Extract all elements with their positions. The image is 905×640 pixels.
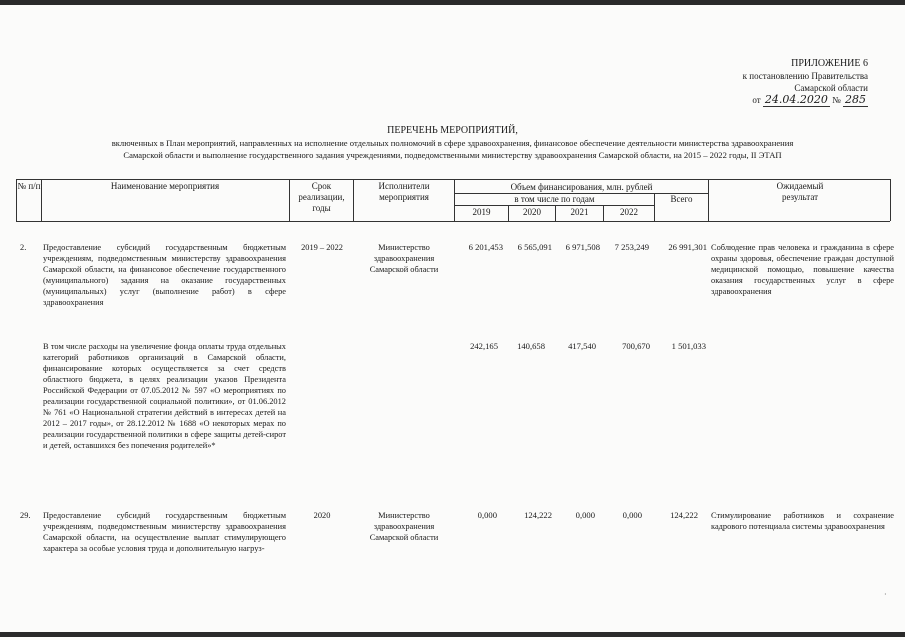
row-total: 1 501,033	[671, 341, 706, 351]
header-funding: Объем финансирования, млн. рублей	[510, 182, 653, 192]
header-total: Всего	[670, 194, 693, 204]
row-executor: Министерство здравоохранения Самарской области	[369, 511, 439, 542]
row-value-2020: 6 565,091	[517, 242, 552, 252]
header-executors: Исполнители мероприятия	[378, 181, 430, 202]
handwritten-date: 24.04.2020	[764, 93, 828, 106]
document-subtitle-line-2: Самарской области и выполнение государственного задания учреждениями, подведомственными министерству здравоохранения Самарской области, на 2015 – 2022 годы, II ЭТАП	[123, 150, 782, 160]
appendix-block	[690, 58, 868, 106]
row-name: Предоставление субсидий государственным бюджетным учреждениям, подведомственным министерству здравоохранения Самарской области, на осуществление выплат стимулирующего характера за особые условия труда и дополнительную нагруз-	[43, 511, 286, 553]
header-bottom-rule	[16, 221, 890, 222]
scan-bottom-border	[0, 632, 905, 637]
row-total: 124,222	[670, 510, 698, 520]
row-total: 26 991,301	[668, 242, 707, 252]
row-value-2020: 124,222	[524, 510, 552, 520]
row-period: 2020	[313, 511, 331, 520]
appendix-date-line	[690, 94, 868, 106]
header-year-2020: 2020	[523, 207, 541, 217]
row-num: 2.	[20, 243, 27, 252]
document-subtitle-line-1: включенных в План мероприятий, направленных на исполнение отдельных полномочий в сфере здравоохранения, финансовое обеспечение деятельности министерства здравоохранения	[111, 138, 794, 148]
header-year-2019: 2019	[472, 207, 491, 217]
header-by-years: в том числе по годам	[514, 194, 595, 204]
row-value-2019: 0,000	[477, 510, 497, 520]
appendix-line-2: Самарской области	[794, 83, 868, 93]
header-border-right	[890, 179, 891, 221]
header-divider-1	[41, 179, 42, 221]
row-value-2019: 242,165	[470, 341, 498, 351]
handwritten-number: 285	[845, 93, 866, 106]
document-title: ПЕРЕЧЕНЬ МЕРОПРИЯТИЙ,	[387, 125, 518, 136]
document-title-block	[0, 125, 905, 161]
header-result: Ожидаемый результат	[776, 181, 824, 202]
row-result: Соблюдение прав человека и гражданина в сфере охраны здоровья, обеспечение граждан доступной медицинской помощью, повышение качества оказания государственных услуг в сфере здравоохранения	[711, 243, 894, 296]
row-value-2021: 417,540	[568, 341, 596, 351]
row-value-2022: 0,000	[622, 510, 642, 520]
header-year-2022: 2022	[620, 207, 638, 217]
row-name: В том числе расходы на увеличение фонда оплаты труда отдельных категорий работников организаций в Самарской области, финансирование которых осуществляется за счет средств областного бюджета, в целях реализации указов Президента Российской Федерации от 07.05.2012 № 597 «О мероприятиях по реализации государственной социальной политики», от 01.06.2012 № 761 «О Национальной стратегии действий в интересах детей на 2012 – 2017 годы», от 28.12.2012 № 1688 «О некоторых мерах по реализации государственной политики в сфере защиты детей-сирот и детей, оставшихся без попечения родителей»*	[43, 342, 286, 450]
row-value-2022: 7 253,249	[614, 242, 649, 252]
row-value-2021: 0,000	[575, 510, 595, 520]
header-divider-5	[708, 179, 709, 221]
appendix-line-1: к постановлению Правительства	[742, 71, 868, 81]
row-name: Предоставление субсидий государственным бюджетным учреждениям, подведомственным министерству здравоохранения Самарской области, на финансовое обеспечение государственного (муниципального) задания на оказание государственных (муниципальных) услуг (выполнение работ) в сфере здравоохранения	[43, 243, 286, 307]
header-num: № п/п	[17, 181, 41, 191]
date-prefix: от	[752, 95, 761, 105]
row-value-2019: 6 201,453	[468, 242, 503, 252]
row-value-2020: 140,658	[517, 341, 545, 351]
header-year-2021: 2021	[570, 207, 589, 217]
header-name: Наименование мероприятия	[110, 181, 220, 191]
appendix-title: ПРИЛОЖЕНИЕ 6	[791, 58, 868, 69]
row-value-2021: 6 971,508	[565, 242, 600, 252]
row-period: 2019 – 2022	[301, 243, 343, 252]
row-executor: Министерство здравоохранения Самарской области	[369, 243, 439, 274]
header-period: Срок реализации, годы	[298, 181, 345, 213]
number-prefix: №	[832, 95, 841, 105]
row-value-2022: 700,670	[622, 341, 650, 351]
row-num: 29.	[20, 511, 31, 520]
scan-top-border	[0, 0, 905, 5]
header-top-rule	[16, 179, 890, 180]
scan-speck: ·	[884, 590, 887, 599]
header-years-rule	[454, 205, 654, 206]
row-result: Стимулирование работников и сохранение кадрового потенциала системы здравоохранения	[711, 511, 894, 531]
